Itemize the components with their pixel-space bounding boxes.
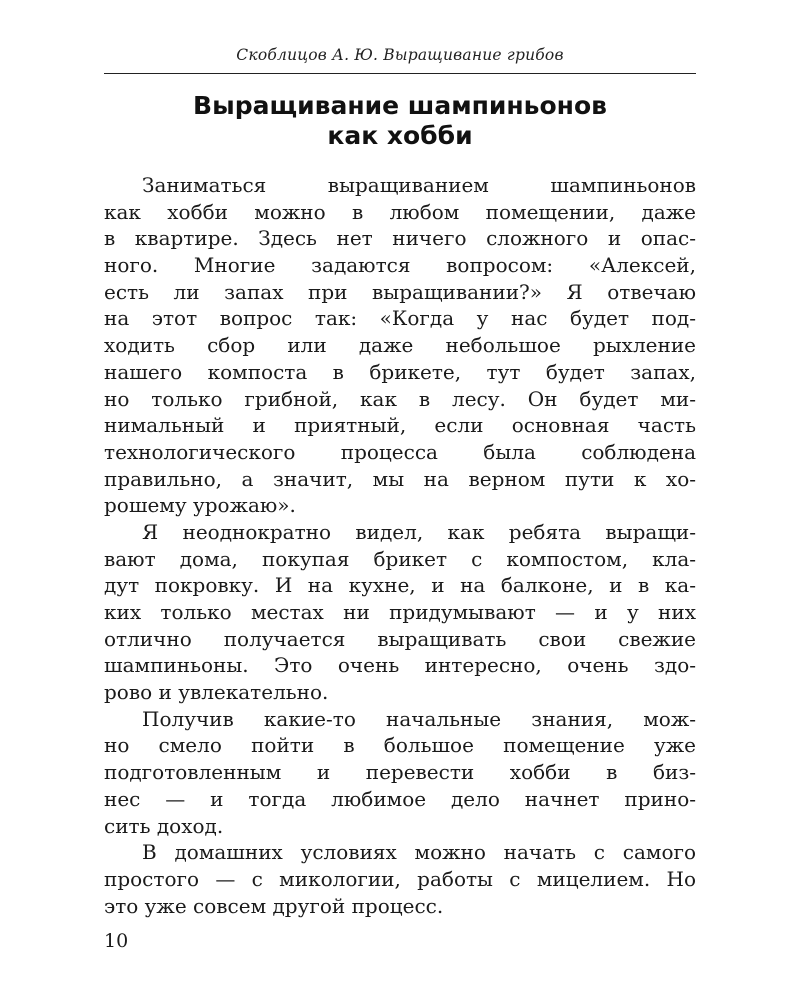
paragraph [104, 839, 696, 919]
text-line: в квартире. Здесь нет ничего сложного и опас- [104, 226, 696, 251]
chapter-title-line: Выращивание шампиньонов [193, 91, 607, 120]
paragraph [104, 706, 696, 839]
text-line: правильно, а значит, мы на верном пути к хо- [104, 466, 696, 491]
text-line: сить доход. [104, 813, 224, 838]
text-line: Заниматься выращиванием шампиньонов [142, 173, 696, 197]
text-line: это уже совсем другой процесс. [104, 893, 444, 918]
text-line: Получив какие-то начальные знания, мож- [142, 706, 696, 731]
text-line: нашего компоста в брикете, тут будет запах, [104, 359, 696, 384]
text-line: простого — с микологии, работы с мицелием. Но [104, 866, 696, 891]
header-divider [104, 73, 696, 74]
chapter-title [104, 91, 696, 151]
text-line: шампиньоны. Это очень интересно, очень здо- [104, 653, 696, 678]
text-line: нимальный и приятный, если основная часть [104, 413, 696, 438]
text-line: Я неоднократно видел, как ребята выращи- [142, 519, 696, 544]
text-line: ного. Многие задаются вопросом: «Алексей, [104, 253, 696, 278]
text-line: есть ли запах при выращивании?» Я отвечаю [104, 279, 696, 304]
text-line: технологического процесса была соблюдена [104, 439, 696, 464]
text-line: В домашних условиях можно начать с самого [142, 840, 696, 865]
text-line: как хобби можно в любом помещении, даже [104, 199, 696, 224]
paragraph [104, 172, 696, 519]
page-number: 10 [104, 930, 129, 952]
chapter-title-line: как хобби [327, 121, 473, 150]
text-line: нес — и тогда любимое дело начнет прино- [104, 786, 696, 811]
text-line: дут покровку. И на кухне, и на балконе, и в ка- [104, 573, 696, 598]
text-line: рово и увлекательно. [104, 680, 329, 705]
text-line: но смело пойти в большое помещение уже [104, 733, 696, 758]
text-line: на этот вопрос так: «Когда у нас будет под- [104, 306, 696, 331]
text-line: ких только местах ни придумывают — и у них [104, 600, 696, 624]
text-line: ходить сбор или даже небольшое рыхление [104, 333, 696, 358]
text-line: вают дома, покупая брикет с компостом, кла- [104, 546, 696, 571]
text-line: но только грибной, как в лесу. Он будет ми- [104, 386, 696, 411]
running-head: Скоблицов А. Ю. Выращивание грибов [236, 46, 564, 64]
text-line: отлично получается выращивать свои свежие [104, 626, 696, 651]
text-line: рошему урожаю». [104, 493, 296, 518]
paragraph [104, 519, 696, 706]
text-line: подготовленным и перевести хобби в биз- [104, 760, 696, 785]
body-text [104, 172, 696, 919]
